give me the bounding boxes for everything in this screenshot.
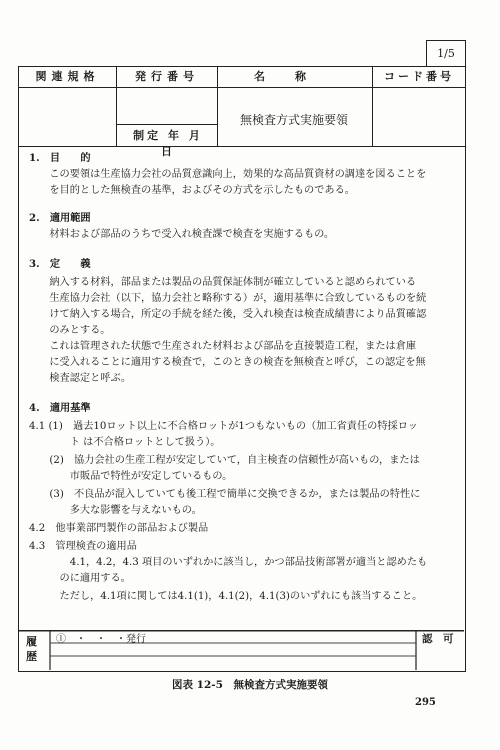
body-line: 市販品で特性が安定しているもの。	[29, 471, 233, 482]
body-line: 4.1，4.2，4.3 項目のいずれかに該当し，かつ部品技術部署が適当と認めたも	[29, 557, 428, 568]
approval-label: 認 可	[422, 633, 454, 645]
figure-caption: 図表 12-5 無検査方式実施要領	[172, 679, 328, 691]
section-heading: 1. 目 的	[29, 152, 91, 164]
body-line: のみとする。	[29, 325, 111, 336]
body-line: のに適用する。	[29, 573, 131, 584]
body-line: ト は不合格ロットとして扱う）。	[29, 437, 221, 448]
body-line: 4.1 (1) 過去10ロット以上に不合格ロットが1つもないもの（加工省責任の特採ロッ	[29, 421, 418, 432]
header-issue-number: 発行番号	[117, 67, 218, 88]
history-entry: ① ・ ・ ・発行	[56, 634, 146, 645]
body-line: (3) 不良品が混入していても後工程で簡単に交換できるか，または製品の特性に	[29, 489, 421, 500]
established-date-label: 制定 年 月 日	[133, 129, 203, 158]
body-line: 多大な影響を与えないもの。	[29, 505, 202, 516]
document-title: 無検査方式実施要領	[239, 113, 348, 127]
body-line: けて納入する場合，所定の手続を経た後，受入れ検査は検査成績書により品質確認	[29, 309, 427, 320]
body-line: (2) 協力会社の生産工程が安定していて，自主検査の信頼性が高いもの，または	[29, 455, 420, 466]
history-label: 履歴	[26, 635, 37, 663]
body-line: この要領は生産協力会社の品質意識向上，効果的な高品質資材の調達を図ることを	[29, 169, 427, 180]
header-divider-2	[217, 67, 218, 146]
header-related-standards: 関連規格	[19, 67, 117, 88]
section-heading: 2. 適用範囲	[29, 212, 91, 224]
body-line: 生産協力会社（以下，協力会社と略称する）が，適用基準に合致しているものを続	[29, 293, 427, 304]
header-divider-3	[372, 67, 373, 146]
revision-history-box	[18, 630, 464, 670]
body-line: ただし，4.1項に関しては4.1(1)，4.1(2)，4.1(3)のいずれにも該当すること。	[29, 591, 423, 602]
body-line: 納入する材料，部品または製品の品質保証体制が確立していると認められている	[29, 277, 417, 288]
body-line: に受入れることに適用する検査で，このときの検査を無検査と呼び，この認定を無	[29, 357, 426, 368]
section-heading: 3. 定 義	[29, 258, 91, 270]
section-heading: 4. 適用基準	[29, 402, 91, 414]
body-line: 材料および部品のうちで受入れ検査課で検査を実施するもの。	[29, 229, 335, 240]
body-line: 検査認定と呼ぶ。	[29, 373, 132, 384]
header-name: 名称	[218, 67, 373, 88]
body-line: これは管理された状態で生産された材料および部品を直接製造工程，または倉庫	[29, 341, 417, 352]
body-line: を目的とした無検査の基準，およびその方式を示したものである。	[29, 185, 355, 196]
body-line: 4.2 他事業部門製作の部品および製品	[29, 523, 209, 534]
date-divider	[117, 124, 217, 125]
header-code-number: コード番号	[373, 67, 465, 88]
document-frame	[18, 66, 466, 672]
page-number: 295	[415, 697, 436, 708]
page-fraction: 1/5	[426, 40, 466, 67]
header-divider-1	[116, 67, 117, 146]
body-line: 4.3 管理検査の適用品	[29, 541, 137, 552]
